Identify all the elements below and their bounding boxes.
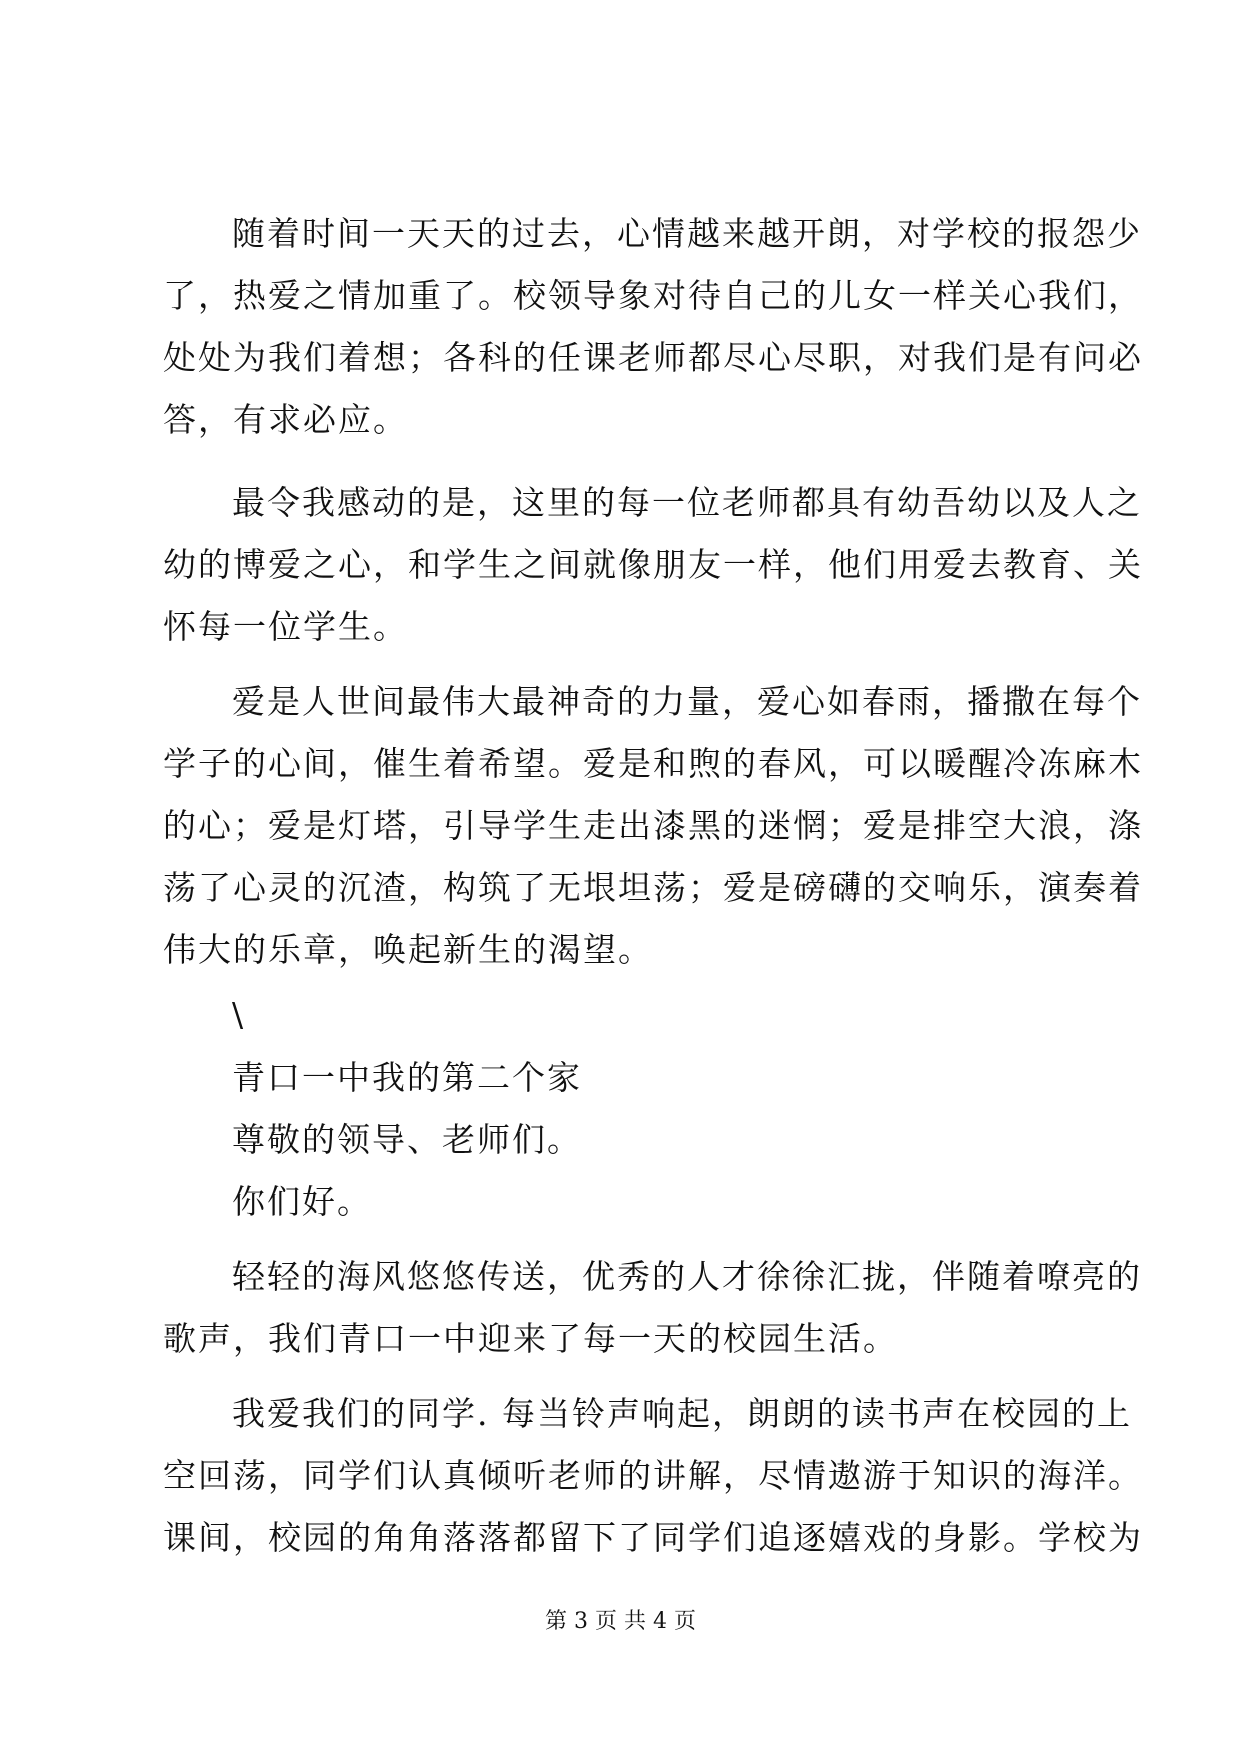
text-line: 处处为我们着想；各科的任课老师都尽心尽职，对我们是有问必 [163,338,1143,377]
text-line: 了，热爱之情加重了。校领导象对待自己的儿女一样关心我们， [163,276,1143,315]
text-line: \ [232,995,246,1034]
text-line: 怀每一位学生。 [163,607,408,646]
text-line: 荡了心灵的沉渣，构筑了无垠坦荡；爱是磅礴的交响乐，演奏着 [163,868,1143,907]
text-line: 歌声，我们青口一中迎来了每一天的校园生活。 [163,1319,898,1358]
text-line: 轻轻的海风悠悠传送，优秀的人才徐徐汇拢，伴随着嘹亮的 [232,1257,1142,1296]
text-line: 答，有求必应。 [163,400,408,439]
text-line: 伟大的乐章，唤起新生的渴望。 [163,930,653,969]
text-line: 幼的博爱之心，和学生之间就像朋友一样，他们用爱去教育、关 [163,545,1143,584]
text-line: 随着时间一天天的过去，心情越来越开朗，对学校的报怨少 [232,214,1142,253]
text-line: 课间，校园的角角落落都留下了同学们追逐嬉戏的身影。学校为 [163,1518,1143,1557]
text-line: 空回荡，同学们认真倾听老师的讲解，尽情遨游于知识的海洋。 [163,1456,1143,1495]
text-line: 我爱我们的同学. 每当铃声响起，朗朗的读书声在校园的上 [232,1394,1132,1433]
text-line: 学子的心间，催生着希望。爱是和煦的春风，可以暖醒冷冻麻木 [163,744,1143,783]
page-number-footer: 第 3 页 共 4 页 [545,1609,696,1634]
text-line: 的心；爱是灯塔，引导学生走出漆黑的迷惘；爱是排空大浪，涤 [163,806,1143,845]
text-line: 爱是人世间最伟大最神奇的力量，爱心如春雨，播撒在每个 [232,682,1142,721]
text-line: 尊敬的领导、老师们。 [232,1120,582,1159]
text-line: 最令我感动的是，这里的每一位老师都具有幼吾幼以及人之 [232,483,1142,522]
text-line: 青口一中我的第二个家 [232,1058,582,1097]
text-line: 你们好。 [232,1182,372,1221]
